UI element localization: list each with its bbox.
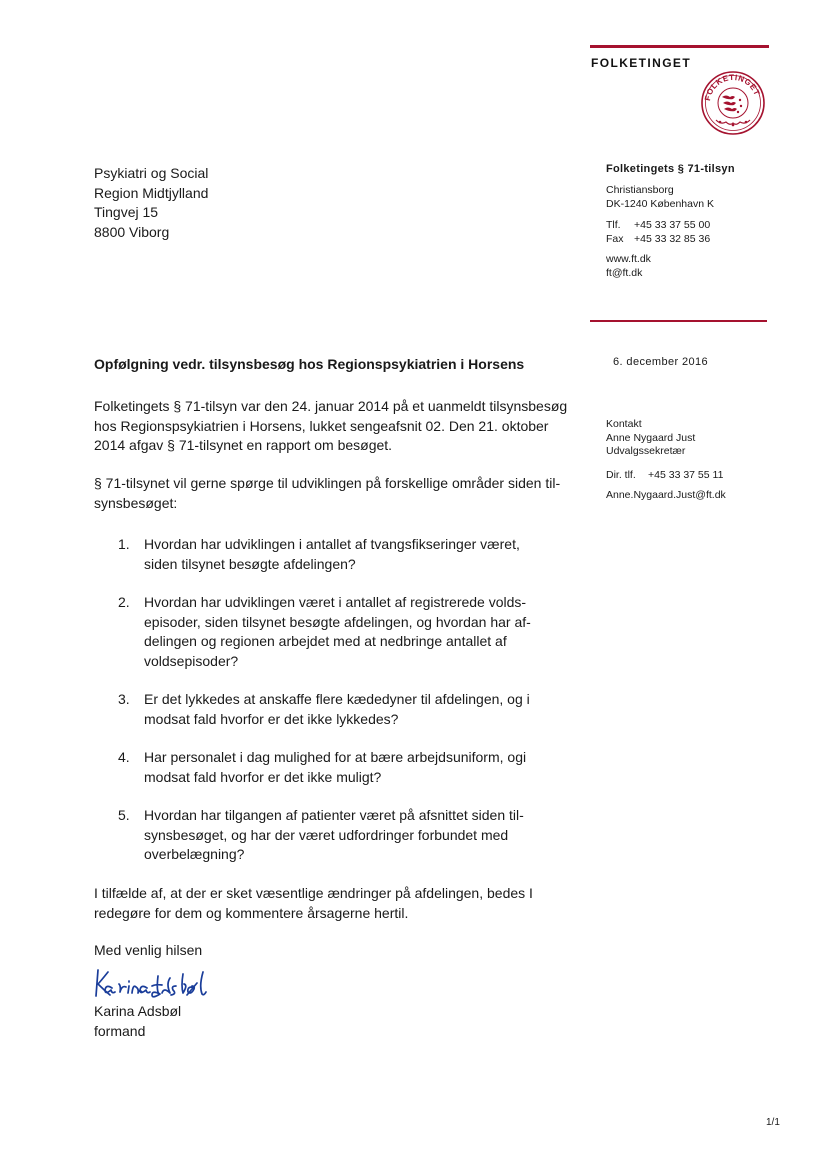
contact-label: Kontakt [606,418,642,430]
recipient-line: Psykiatri og Social [94,165,209,181]
question-line: siden tilsynet besøgte afdelingen? [144,555,356,572]
folketinget-seal-icon [700,70,766,136]
signer-block [94,1002,181,1041]
question-line: synsbesøget, og har der været udfordringer forbundet med [144,826,509,843]
header-rule-top [590,45,769,48]
sender-address [606,184,714,211]
page-number: 1/1 [766,1117,780,1128]
phone-label: Tlf. [606,219,621,231]
letter-subject: Opfølgning vedr. tilsynsbesøg hos Regionspsykiatrien i Horsens [94,356,525,372]
recipient-address [94,164,208,242]
direct-phone-label: Dir. tlf. [606,469,636,481]
question-number: 2. [118,594,130,610]
fax-number: +45 33 32 85 36 [634,232,711,245]
text-line: Folketingets § 71-tilsyn var den 24. januar 2014 på et uanmeldt tilsynsbesøg [94,398,568,414]
contact-email-link[interactable]: Anne.Nygaard.Just@ft.dk [606,489,726,501]
signer-name: Karina Adsbøl [94,1003,182,1019]
closing-paragraph [94,884,554,923]
text-line: hos Regionspsykiatrien i Horsens, lukket sengeafsnit 02. Den 21. oktober [94,417,549,434]
question-line: modsat fald hvorfor er det ikke lykkedes? [144,710,399,727]
website-link[interactable]: www.ft.dk [606,253,651,265]
question-number: 1. [118,536,130,552]
question-number: 4. [118,749,130,765]
question-number: 3. [118,691,130,707]
question-line: Hvordan har udviklingen været i antallet af registrerede volds- [144,594,527,610]
question-line: Hvordan har tilgangen af patienter været på afsnittet siden til- [144,807,524,823]
letter-date: 6. december 2016 [613,356,709,368]
greeting: Med venlig hilsen [94,942,203,958]
question-line: modsat fald hvorfor er det ikke muligt? [144,768,382,785]
text-line: redegøre for dem og kommentere årsagerne hertil. [94,904,409,921]
question-line: Hvordan har udviklingen i antallet af tvangsfikseringer været, [144,536,520,552]
contact-direct-phone [606,469,723,483]
recipient-line: Tingvej 15 [94,204,159,220]
sender-address-line: Christiansborg [606,184,674,196]
phone-number: +45 33 37 55 00 [634,219,711,231]
intro-paragraph [94,397,568,456]
sender-address-line: DK-1240 København K [606,197,714,210]
brand-name: FOLKETINGET [591,56,692,70]
text-line: 2014 afgav § 71-tilsynet en rapport om besøget. [94,437,393,453]
seal-text: FOLKETINGET [703,72,762,102]
sender-web [606,253,651,280]
question-line: Er det lykkedes at anskaffe flere kædedyner til afdelingen, og i [144,691,530,707]
sender-phones [606,219,710,246]
text-line: I tilfælde af, at der er sket væsentlige ændringer på afdelingen, bedes I [94,885,533,901]
sender-title: Folketingets § 71-tilsyn [606,163,735,175]
contact-role: Udvalgssekretær [606,445,686,457]
recipient-line: Region Midtjylland [94,184,209,201]
sender-email-link[interactable]: ft@ft.dk [606,266,643,279]
question-line: overbelægning? [144,846,245,862]
recipient-line: 8800 Viborg [94,223,170,240]
direct-phone-number: +45 33 37 55 11 [648,469,724,481]
text-line: § 71-tilsynet vil gerne spørge til udviklingen på forskellige områder siden til- [94,475,561,491]
question-line: episoder, siden tilsynet besøgte afdelingen, og hvordan har af- [144,613,531,630]
question-line: voldsepisoder? [144,652,239,669]
sidebar-divider [590,320,767,322]
question-number: 5. [118,807,130,823]
signer-title: formand [94,1022,146,1039]
question-line: delingen og regionen arbejdet med at nedbringe antallet af [144,633,507,649]
text-line: synsbesøget: [94,494,178,511]
fax-label: Fax [606,232,624,245]
contact-block [606,418,695,459]
question-line: Har personalet i dag mulighed for at bære arbejdsuniform, ogi [144,749,527,765]
lead-paragraph [94,474,561,513]
handwritten-signature [92,962,216,1002]
contact-name: Anne Nygaard Just [606,431,696,444]
